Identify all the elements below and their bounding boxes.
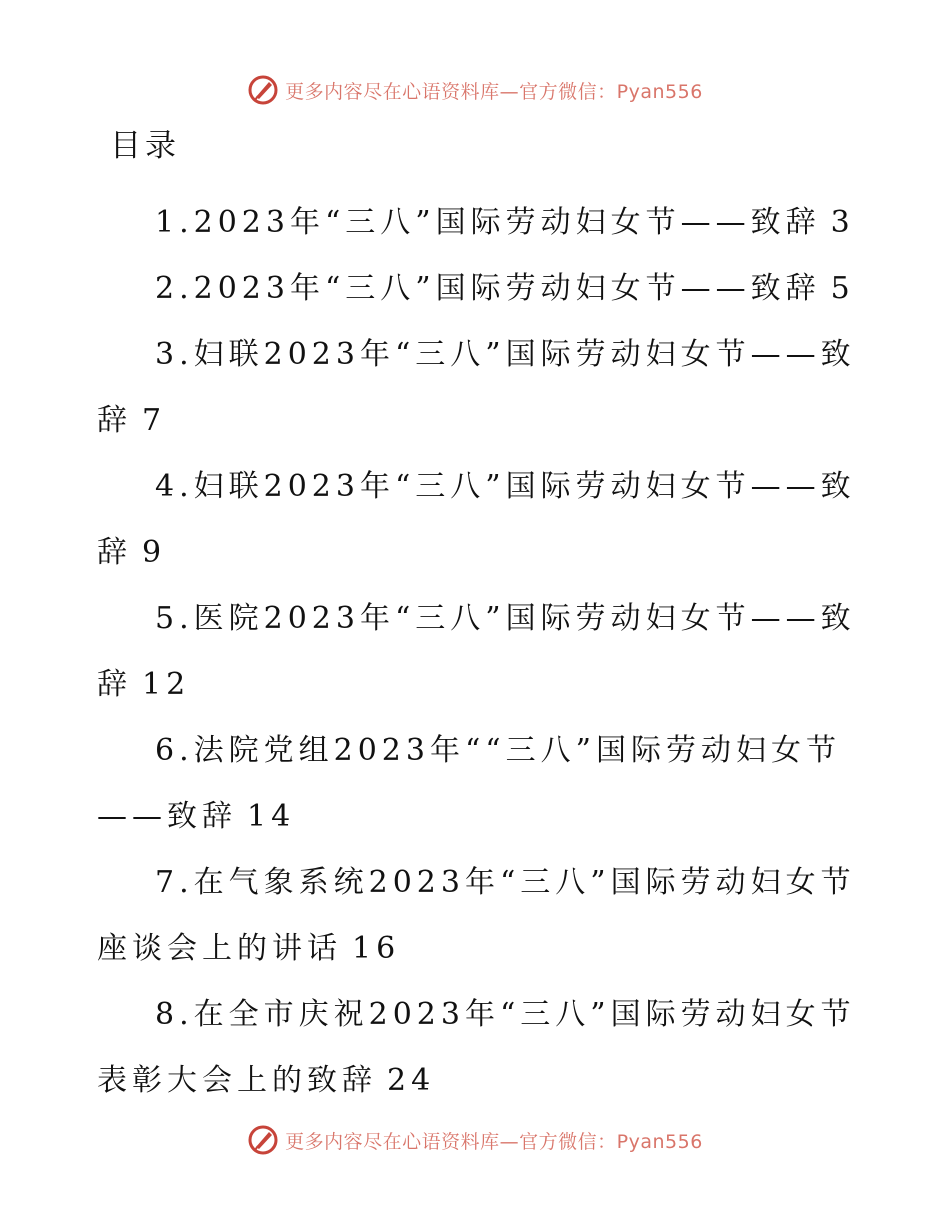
page-number: 12 xyxy=(142,667,191,702)
quill-logo-icon xyxy=(247,1124,279,1156)
page-number: 3 xyxy=(830,205,855,240)
toc-title: 目录 xyxy=(110,128,180,164)
quill-logo-icon xyxy=(247,74,279,106)
page-number: 9 xyxy=(142,535,167,570)
toc-entry[interactable]: 8.在全市庆祝2023年“三八”国际劳动妇女节表彰大会上的致辞 24 xyxy=(97,997,856,1098)
page-number: 14 xyxy=(247,799,296,834)
toc-entry[interactable]: 5.医院2023年“三八”国际劳动妇女节——致辞 12 xyxy=(97,601,856,702)
toc-entry[interactable]: 2.2023年“三八”国际劳动妇女节——致辞 5 xyxy=(155,271,855,306)
page-number: 16 xyxy=(352,931,401,966)
page-number: 24 xyxy=(387,1063,436,1098)
page-number: 7 xyxy=(142,403,167,438)
watermark-text: 更多内容尽在心语资料库—官方微信：Pyan556 xyxy=(285,1130,703,1153)
toc-entry[interactable]: 1.2023年“三八”国际劳动妇女节——致辞 3 xyxy=(155,205,855,240)
footer-watermark xyxy=(0,1120,950,1160)
header-watermark xyxy=(0,70,950,110)
toc-entry[interactable]: 3.妇联2023年“三八”国际劳动妇女节——致辞 7 xyxy=(97,337,856,438)
toc-entry[interactable]: 4.妇联2023年“三八”国际劳动妇女节——致辞 9 xyxy=(97,469,856,570)
page-number: 5 xyxy=(830,271,855,306)
watermark-text: 更多内容尽在心语资料库—官方微信：Pyan556 xyxy=(285,80,703,103)
toc-list xyxy=(97,190,857,1114)
toc-entry[interactable]: 7.在气象系统2023年“三八”国际劳动妇女节座谈会上的讲话 16 xyxy=(97,865,856,966)
toc-entry[interactable]: 6.法院党组2023年““三八”国际劳动妇女节——致辞 14 xyxy=(97,733,841,834)
